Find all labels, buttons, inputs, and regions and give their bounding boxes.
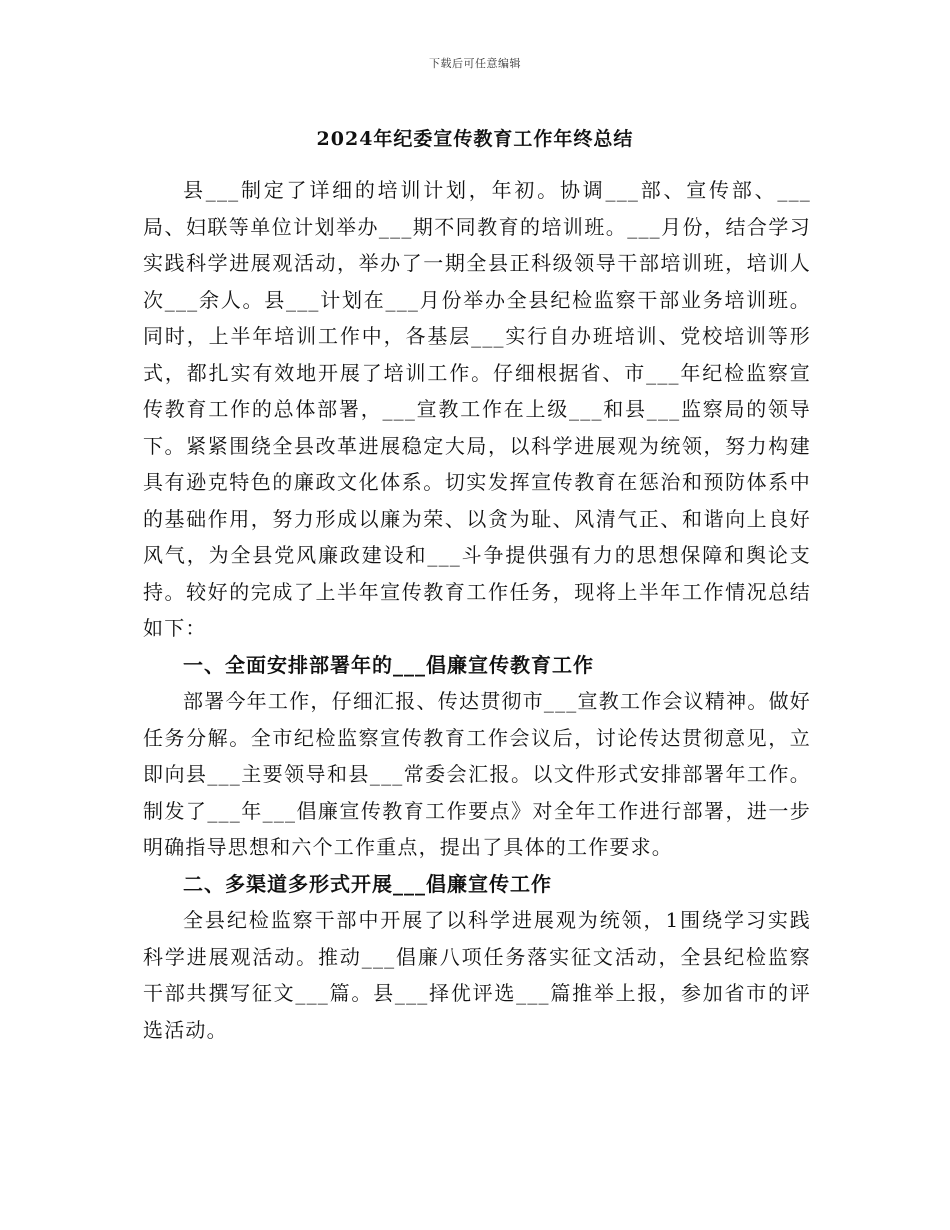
body-paragraph: 县___制定了详细的培训计划，年初。协调___部、宣传部、___局、妇联等单位计划举办___期不同教育的培训班。___月份，结合学习实践科学进展观活动，举办了一期全县正科级领导干部培训班，培训人次___余人。县___计划在___月份举办全县纪检监察干部业务培训班。同时，上半年培训工作中，各基层___实行自办班培训、党校培训等形式，都扎实有效地开展了培训工作。仔细根据省、市___年纪检监察宣传教育工作的总体部署，___宣教工作在上级___和县___监察局的领导下。紧紧围绕全县改革进展稳定大局，以科学进展观为统领，努力构建具有逊克特色的廉政文化体系。切实发挥宣传教育在惩治和预防体系中的基础作用，努力形成以廉为荣、以贪为耻、风清气正、和谐向上良好风气，为全县党风廉政建设和___斗争提供强有力的思想保障和舆论支持。较好的完成了上半年宣传教育工作任务，现将上半年工作情况总结如下： — [143, 178, 811, 640]
section-heading: 一、全面安排部署年的___倡廉宣传教育工作 — [183, 652, 594, 677]
header-note: 下载后可任意编辑 — [429, 57, 521, 70]
document-title: 2024年纪委宣传教育工作年终总结 — [316, 128, 634, 150]
section-heading: 二、多渠道多形式开展___倡廉宣传工作 — [183, 871, 552, 896]
body-paragraph: 部署今年工作，仔细汇报、传达贯彻市___宣教工作会议精神。做好任务分解。全市纪检监察宣传教育工作会议后，讨论传达贯彻意见，立即向县___主要领导和县___常委会汇报。以文件形式安排部署年工作。制发了___年___倡廉宣传教育工作要点》对全年工作进行部署，进一步明确指导思想和六个工作重点，提出了具体的工作要求。 — [143, 689, 811, 859]
body-paragraph: 全县纪检监察干部中开展了以科学进展观为统领，1围绕学习实践科学进展观活动。推动___倡廉八项任务落实征文活动，全县纪检监察干部共撰写征文___篇。县___择优评选___篇推举上报，参加省市的评选活动。 — [143, 908, 811, 1042]
document-body — [143, 172, 811, 1048]
